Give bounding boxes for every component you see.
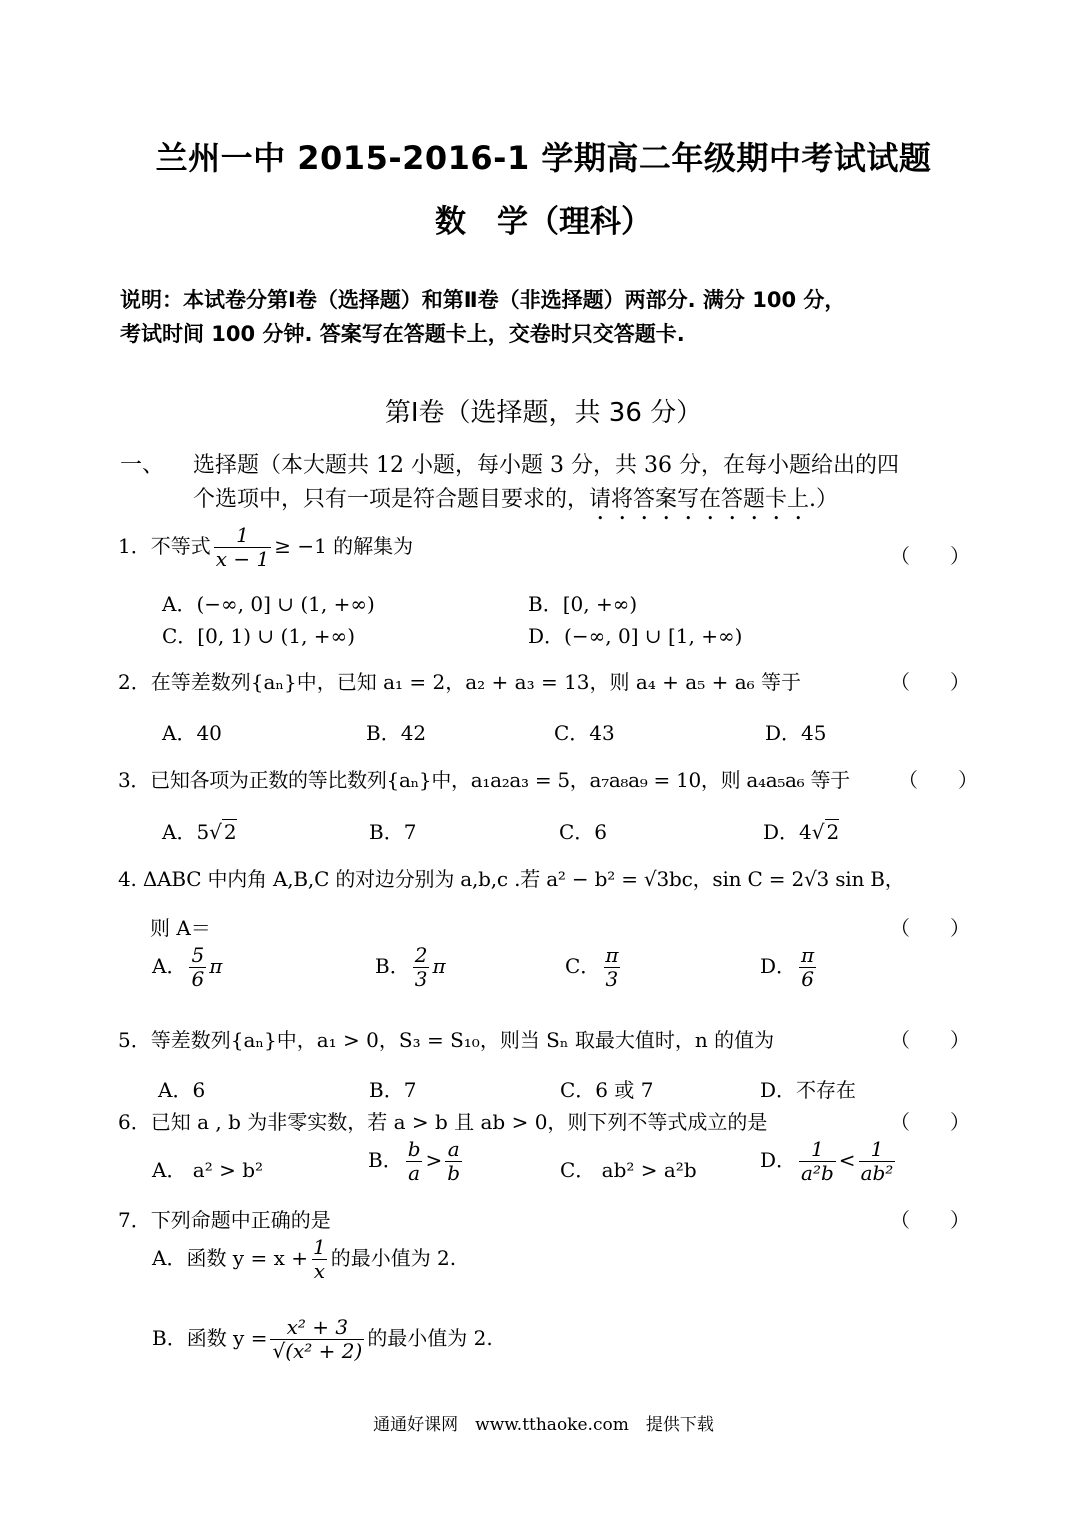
q6-d-frac-1 [799,1138,836,1185]
q1-option-a: A．(−∞, 0] ∪ (1, +∞) [162,592,375,616]
q4-b-frac [413,944,430,991]
section-instructions-line-1: 选择题（本大题共 12 小题，每小题 3 分，共 36 分，在每小题给出的四 [193,453,899,478]
q6-d-n1: 1 [811,1137,824,1161]
q5-option-b: B．7 [369,1078,417,1102]
instructions-end: .） [809,487,839,512]
q4-a-label: A． [152,954,187,978]
q3-option-d: D．4√ 2 [763,820,840,844]
section-instructions-line-2 [193,482,838,525]
q7-a-frac [311,1236,328,1283]
question-5-stem: 5．等差数列{aₙ}中，a₁ > 0，S₃ = S₁₀，则当 Sₙ 取最大值时，n 的值为 [118,1028,775,1052]
q6-b-op: > [425,1148,443,1172]
q1-prefix: 1．不等式 [118,534,211,558]
question-4-stem: 4. ΔABC 中内角 A,B,C 的对边分别为 a,b,c .若 a² − b² = √3bc，sin C = 2√3 sin B， [118,867,905,891]
q2-option-a: A．40 [162,721,222,745]
q7-b-pre: B．函数 y = [152,1326,268,1350]
q1-suffix: ≥ −1 的解集为 [274,534,414,558]
q7-a-pre: A．函数 y = x + [152,1246,308,1270]
q6-b-d1: a [408,1161,421,1185]
part1-heading: 第Ⅰ卷（选择题，共 36 分） [384,398,703,428]
q2-option-d: D．45 [765,721,827,745]
q7-a-den: x [313,1259,325,1283]
q4-d-frac [799,944,816,991]
section-number: 一、 [120,453,165,478]
instructions-emphasis: 请将答案写在答题卡上 [589,487,810,512]
q2-answer-paren: （ ） [890,670,970,694]
question-1-stem [118,524,413,571]
question-7-stem: 7．下列命题中正确的是 [118,1208,331,1232]
q7-option-a [152,1236,456,1283]
q6-d-op: < [838,1148,856,1172]
exam-title: 兰州一中 2015-2016-1 学期高二年级期中考试试题 [155,139,932,177]
note-line-1: 说明：本试卷分第Ⅰ卷（选择题）和第Ⅱ卷（非选择题）两部分. 满分 100 分， [120,288,846,312]
q5-option-c: C．6 或 7 [560,1078,654,1102]
note-line-2: 考试时间 100 分钟. 答案写在答题卡上，交卷时只交答题卡. [120,322,685,346]
q1-answer-paren: （ ） [890,544,970,568]
exam-subtitle: 数 学（理科） [435,204,652,240]
q3-a-radicand: 2 [223,820,237,844]
q4-b-label: B． [375,954,410,978]
q6-b-n2: a [447,1137,460,1161]
q7-a-num: 1 [312,1235,326,1259]
q7-a-post: 的最小值为 2. [330,1246,457,1270]
q6-d-d1: a²b [801,1161,834,1185]
q4-c-frac [603,944,620,991]
q1-frac-den: x − 1 [215,547,270,571]
footer-watermark: 通通好课网 www.tthaoke.com 提供下载 [373,1415,714,1435]
q1-option-b: B．[0, +∞) [528,592,638,616]
q1-option-c: C．[0, 1) ∪ (1, +∞) [162,624,356,648]
q4-b-num: 2 [414,943,428,967]
q6-option-a: A． a² > b² [152,1158,264,1182]
q3-a-coef: A．5 [162,820,210,844]
q1-frac-num: 1 [236,523,249,547]
question-4-stem-2: 则 A＝ [150,916,211,940]
q6-d-n2: 1 [870,1137,884,1161]
q4-d-label: D． [760,954,797,978]
q4-d-den: 6 [801,967,814,991]
q4-option-c [565,944,623,991]
q4-a-den: 6 [191,967,205,991]
question-2-stem: 2．在等差数列{aₙ}中，已知 a₁ = 2，a₂ + a₃ = 13，则 a₄ + a₅ + a₆ 等于 [118,670,802,694]
q5-option-a: A．6 [158,1078,206,1102]
q4-d-num: π [801,943,815,967]
q6-option-d [760,1138,898,1185]
q6-b-n1: b [407,1137,421,1161]
q7-answer-paren: （ ） [890,1208,970,1232]
q1-fraction [214,524,271,571]
q4-c-den: 3 [605,967,619,991]
q4-c-label: C． [565,954,601,978]
q5-answer-paren: （ ） [890,1028,970,1052]
q5-option-d: D．不存在 [760,1078,857,1102]
q6-b-label: B． [368,1148,403,1172]
instructions-plain: 个选项中，只有一项是符合题目要求的， [193,487,590,512]
q4-a-pi: π [209,954,223,978]
q4-a-num: 5 [191,943,205,967]
q4-answer-paren: （ ） [890,916,970,940]
q4-option-d [760,944,819,991]
q1-option-d: D．(−∞, 0] ∪ [1, +∞) [528,624,743,648]
q3-d-radicand: 2 [826,820,840,844]
q6-d-frac-2 [859,1138,896,1185]
q4-option-a [152,944,222,991]
q4-b-den: 3 [414,967,428,991]
q4-c-num: π [605,943,619,967]
q2-option-b: B．42 [366,721,427,745]
q3-option-b: B．7 [369,820,417,844]
q2-option-c: C．43 [554,721,615,745]
q6-b-d2: b [447,1161,461,1185]
q6-option-b [368,1138,465,1185]
question-6-stem: 6．已知 a , b 为非零实数，若 a > b 且 ab > 0，则下列不等式成立的是 [118,1110,768,1134]
q3-d-coef: D．4 [763,820,812,844]
q4-a-frac [189,944,206,991]
q6-answer-paren: （ ） [890,1110,970,1134]
q3-answer-paren: （ ） [898,768,978,792]
question-3-stem: 3．已知各项为正数的等比数列{aₙ}中，a₁a₂a₃ = 5，a₇a₈a₉ = 10，则 a₄a₅a₆ 等于 [118,768,850,792]
q7-b-post: 的最小值为 2. [367,1326,493,1350]
q3-option-c: C．6 [559,820,608,844]
q7-b-num: x² + 3 [286,1315,349,1339]
q3-option-a: A．5√ 2 [162,820,237,844]
q7-b-frac [270,1316,364,1363]
q6-option-c: C． ab² > a²b [560,1158,697,1182]
q6-d-label: D． [760,1148,797,1172]
q6-b-frac-2 [445,1138,462,1185]
q6-b-frac-1 [406,1138,423,1185]
q4-option-b [375,944,446,991]
q6-d-d2: ab² [860,1161,894,1185]
q4-b-pi: π [432,954,446,978]
q7-b-den: √(x² + 2) [272,1339,363,1363]
q7-option-b [152,1316,493,1363]
